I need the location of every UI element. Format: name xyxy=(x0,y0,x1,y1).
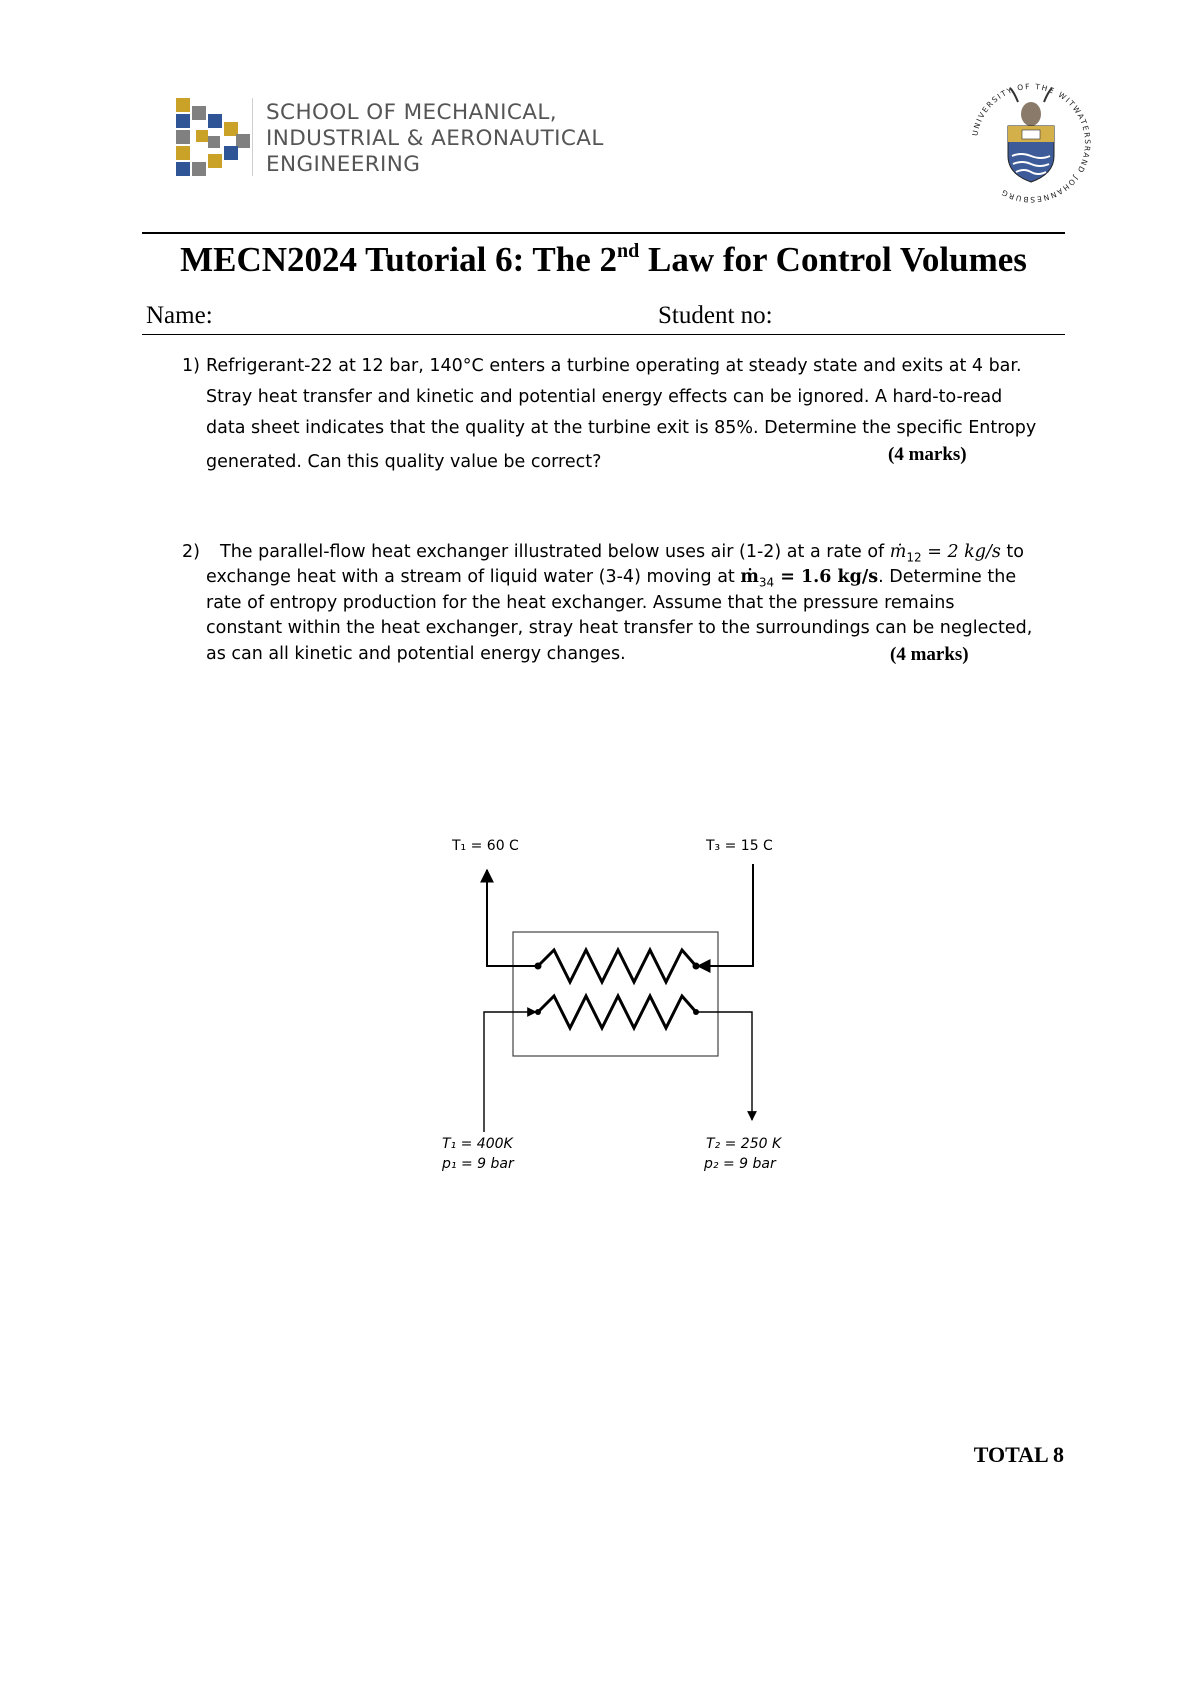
coil-node xyxy=(535,1009,541,1015)
mass-flow-symbol: ṁ xyxy=(740,567,759,587)
question-text: exchange heat with a stream of liquid water (3-4) moving at xyxy=(206,567,741,587)
title-main: MECN2024 Tutorial 6: The 2 xyxy=(180,240,617,279)
question-text-line xyxy=(220,542,1024,565)
coil-node xyxy=(693,1009,699,1015)
question-text-line: Stray heat transfer and kinetic and potential energy effects can be ignored. A hard-to-read xyxy=(206,387,1003,407)
mass-flow-subscript: 34 xyxy=(758,575,775,590)
document-title xyxy=(142,238,1065,282)
name-label: Name: xyxy=(146,302,213,329)
outlet-stream-bottom-right xyxy=(696,1012,752,1120)
question-text: . Determine the xyxy=(878,567,1017,587)
title-superscript: nd xyxy=(617,240,640,262)
question-text-line: constant within the heat exchanger, stray heat transfer to the surroundings can be neglected, xyxy=(206,618,1033,638)
question-text-line xyxy=(206,567,1016,590)
question-text-line: data sheet indicates that the quality at the turbine exit is 85%. Determine the specific Entropy xyxy=(206,418,1037,438)
diagram-label-p1-bottom: p₁ = 9 bar xyxy=(442,1156,514,1172)
inlet-stream-bottom-left xyxy=(484,1012,536,1132)
coil-node xyxy=(535,963,542,970)
inlet-stream-top-right xyxy=(698,864,753,966)
title-top-rule xyxy=(142,232,1065,234)
mass-flow-value: = 2 kg/s xyxy=(921,542,1001,562)
question-number: 1) xyxy=(182,356,200,376)
question-marks: (4 marks) xyxy=(890,644,969,665)
question-text-line: rate of entropy production for the heat exchanger. Assume that the pressure remains xyxy=(206,593,955,613)
total-marks: TOTAL 8 xyxy=(973,1442,1064,1467)
school-name-line: INDUSTRIAL & AERONAUTICAL xyxy=(266,126,604,151)
heat-exchanger-diagram xyxy=(420,820,800,1180)
diagram-label-t3-top: T₃ = 15 C xyxy=(706,838,773,854)
question-text-line: Refrigerant-22 at 12 bar, 140°C enters a turbine operating at steady state and exits at 4 bar. xyxy=(206,356,1022,376)
header-bottom-rule xyxy=(142,334,1065,335)
student-number-label: Student no: xyxy=(658,302,773,329)
school-logo-icon xyxy=(174,96,252,180)
top-coil xyxy=(538,950,696,982)
question-marks: (4 marks) xyxy=(888,444,967,465)
crest-ring-text: UNIVERSITY OF THE WITWATERSRAND JOHANNESBURG xyxy=(970,81,1093,205)
question-number: 2) xyxy=(182,542,200,562)
diagram-label-t2-bottom: T₂ = 250 K xyxy=(706,1136,782,1152)
question-text: to xyxy=(1000,542,1024,562)
question-text-line: generated. Can this quality value be correct? xyxy=(206,452,602,472)
diagram-label-p2-bottom: p₂ = 9 bar xyxy=(704,1156,776,1172)
logo-divider xyxy=(252,98,253,176)
bottom-coil xyxy=(538,996,696,1028)
diagram-label-t1-bottom: T₁ = 400K xyxy=(442,1136,513,1152)
mass-flow-subscript: 12 xyxy=(906,550,922,565)
coil-node xyxy=(693,963,700,970)
school-name-line: ENGINEERING xyxy=(266,152,421,177)
mass-flow-symbol: ṁ xyxy=(889,542,907,562)
question-text: The parallel-flow heat exchanger illustrated below uses air (1-2) at a rate of xyxy=(220,542,890,562)
school-name-line: SCHOOL OF MECHANICAL, xyxy=(266,100,557,125)
university-crest-icon xyxy=(966,78,1096,208)
question-text-line: as can all kinetic and potential energy changes. xyxy=(206,644,626,664)
school-name xyxy=(266,100,604,178)
mass-flow-value: = 1.6 kg/s xyxy=(774,567,879,587)
exchanger-shell xyxy=(513,932,718,1056)
title-rest: Law for Control Volumes xyxy=(639,240,1027,279)
diagram-label-t1-top: T₁ = 60 C xyxy=(452,838,519,854)
